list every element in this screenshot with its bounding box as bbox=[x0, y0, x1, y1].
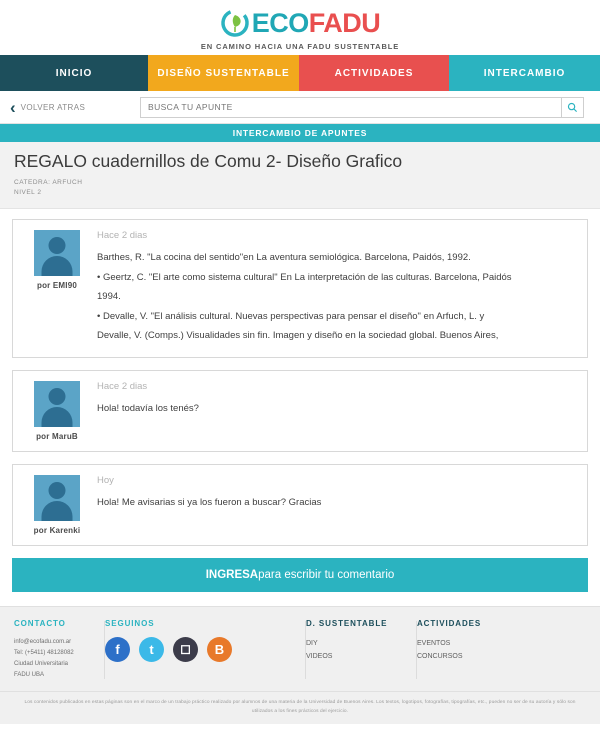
chevron-left-icon: ‹ bbox=[10, 97, 16, 117]
facebook-icon[interactable]: f bbox=[105, 637, 130, 662]
comment-timestamp: Hace 2 dias bbox=[97, 230, 148, 242]
post-meta bbox=[14, 178, 586, 198]
main-nav bbox=[0, 55, 600, 91]
nav-item-diseno-sustentable[interactable]: DISEÑO SUSTENTABLE bbox=[148, 55, 299, 91]
footer-contacto-title: CONTACTO bbox=[14, 618, 66, 628]
avatar bbox=[34, 475, 80, 521]
footer-link-videos[interactable]: VIDEOS bbox=[306, 653, 333, 660]
footer-address-1: Ciudad Universitaria bbox=[14, 660, 69, 667]
footer-link-diy[interactable]: DIY bbox=[306, 639, 318, 647]
footer-link-concursos[interactable]: CONCURSOS bbox=[417, 653, 463, 660]
search-input[interactable] bbox=[141, 102, 561, 112]
footer-actividades-title: ACTIVIDADES bbox=[417, 618, 482, 628]
avatar bbox=[34, 230, 80, 276]
comment-list bbox=[0, 209, 600, 546]
footer-address-2: FADU UBA bbox=[14, 671, 45, 678]
site-footer bbox=[0, 606, 600, 691]
comment-item bbox=[12, 464, 588, 546]
footer-seguinos-title: SEGUINOS bbox=[105, 618, 155, 628]
comment-line: • Devalle, V. "El análisis cultural. Nuevas perspectivas para pensar el diseño" en Arfuch, L. y bbox=[97, 310, 485, 322]
footer-email[interactable]: info@ecofadu.com.ar bbox=[14, 638, 72, 645]
comment-timestamp: Hace 2 dias bbox=[97, 380, 148, 392]
comment-author: por MaruB bbox=[36, 431, 78, 441]
footer-phone: Tel: (+5411) 48128082 bbox=[14, 649, 74, 656]
footer-contacto-lines bbox=[14, 637, 94, 681]
logo-text-eco: ECO bbox=[251, 7, 309, 38]
nav-item-actividades[interactable]: ACTIVIDADES bbox=[299, 55, 449, 91]
comment-line: Hola! todavía los tenés? bbox=[97, 402, 199, 414]
leaf-circle-icon bbox=[220, 8, 250, 38]
search-toolbar bbox=[0, 91, 600, 124]
logo[interactable] bbox=[220, 8, 381, 38]
comment-author: por Karenki bbox=[33, 525, 81, 535]
search-field-wrap bbox=[140, 97, 584, 118]
avatar bbox=[34, 381, 80, 427]
footer-seguinos bbox=[105, 619, 305, 681]
post-nivel: NIVEL 2 bbox=[14, 189, 42, 197]
comment-text bbox=[97, 249, 577, 346]
back-button-label: VOLVER ATRAS bbox=[20, 102, 86, 112]
comment-text bbox=[97, 494, 577, 513]
footer-actividades bbox=[417, 619, 557, 681]
page-title: REGALO cuadernillos de Comu 2- Diseño Grafico bbox=[14, 151, 403, 171]
cta-strong-label: INGRESA bbox=[205, 568, 259, 581]
footer-contacto bbox=[14, 619, 104, 681]
logo-text-fadu: FADU bbox=[308, 7, 381, 38]
legal-disclaimer: Los contenidos publicados en estas páginas son en el marco de un trabajo práctico realizado por alumnos de una materia de la Universidad de Buenos Aires. Los textos, logotipos, fotografías, tipografías, etc., pueden no ser de su autoría y sólo son utilizados a los fines prácticos del ejercicio. bbox=[0, 691, 600, 724]
post-catedra: CATEDRA: ARFUCH bbox=[14, 179, 83, 186]
write-comment-cta[interactable] bbox=[12, 558, 588, 592]
comment-item bbox=[12, 219, 588, 358]
post-header bbox=[0, 142, 600, 209]
instagram-icon[interactable]: ◻ bbox=[173, 637, 198, 662]
section-title-bar: INTERCAMBIO DE APUNTES bbox=[0, 124, 600, 142]
comment-line: Hola! Me avisarias si ya los fueron a buscar? Gracias bbox=[97, 496, 322, 508]
blogger-icon[interactable]: B bbox=[207, 637, 232, 662]
back-button[interactable] bbox=[0, 99, 140, 116]
comment-author-block bbox=[23, 230, 91, 347]
twitter-icon[interactable]: t bbox=[139, 637, 164, 662]
comment-text bbox=[97, 400, 577, 419]
footer-link-eventos[interactable]: EVENTOS bbox=[417, 639, 451, 647]
search-icon bbox=[567, 102, 578, 113]
comment-line: Devalle, V. (Comps.) Visualidades sin fin. Imagen y diseño en la sociedad global. Buenos Aires, bbox=[97, 330, 499, 342]
comment-timestamp: Hoy bbox=[97, 474, 114, 486]
comment-line: 1994. bbox=[97, 291, 121, 303]
comment-author: por EMI90 bbox=[36, 281, 78, 291]
site-header bbox=[0, 0, 600, 55]
comment-author-block bbox=[23, 381, 91, 441]
nav-item-inicio[interactable]: INICIO bbox=[0, 55, 148, 91]
cta-rest-label: para escribir tu comentario bbox=[258, 568, 395, 581]
search-button[interactable] bbox=[561, 98, 583, 117]
comment-line: • Geertz, C. "El arte como sistema cultural" En La interpretación de las culturas. Barcelona, Paidós bbox=[97, 271, 512, 283]
nav-item-intercambio[interactable]: INTERCAMBIO bbox=[449, 55, 600, 91]
comment-body bbox=[91, 475, 577, 535]
comment-line: Barthes, R. "La cocina del sentido"en La aventura semiológica. Barcelona, Paidós, 1992. bbox=[97, 252, 471, 264]
social-links bbox=[105, 637, 295, 662]
site-tagline: EN CAMINO HACIA UNA FADU SUSTENTABLE bbox=[200, 42, 400, 51]
comment-body bbox=[91, 230, 577, 347]
comment-author-block bbox=[23, 475, 91, 535]
comment-body bbox=[91, 381, 577, 441]
footer-dsustentable bbox=[306, 619, 416, 681]
comment-item bbox=[12, 370, 588, 452]
footer-dsustentable-title: D. SUSTENTABLE bbox=[306, 618, 388, 628]
